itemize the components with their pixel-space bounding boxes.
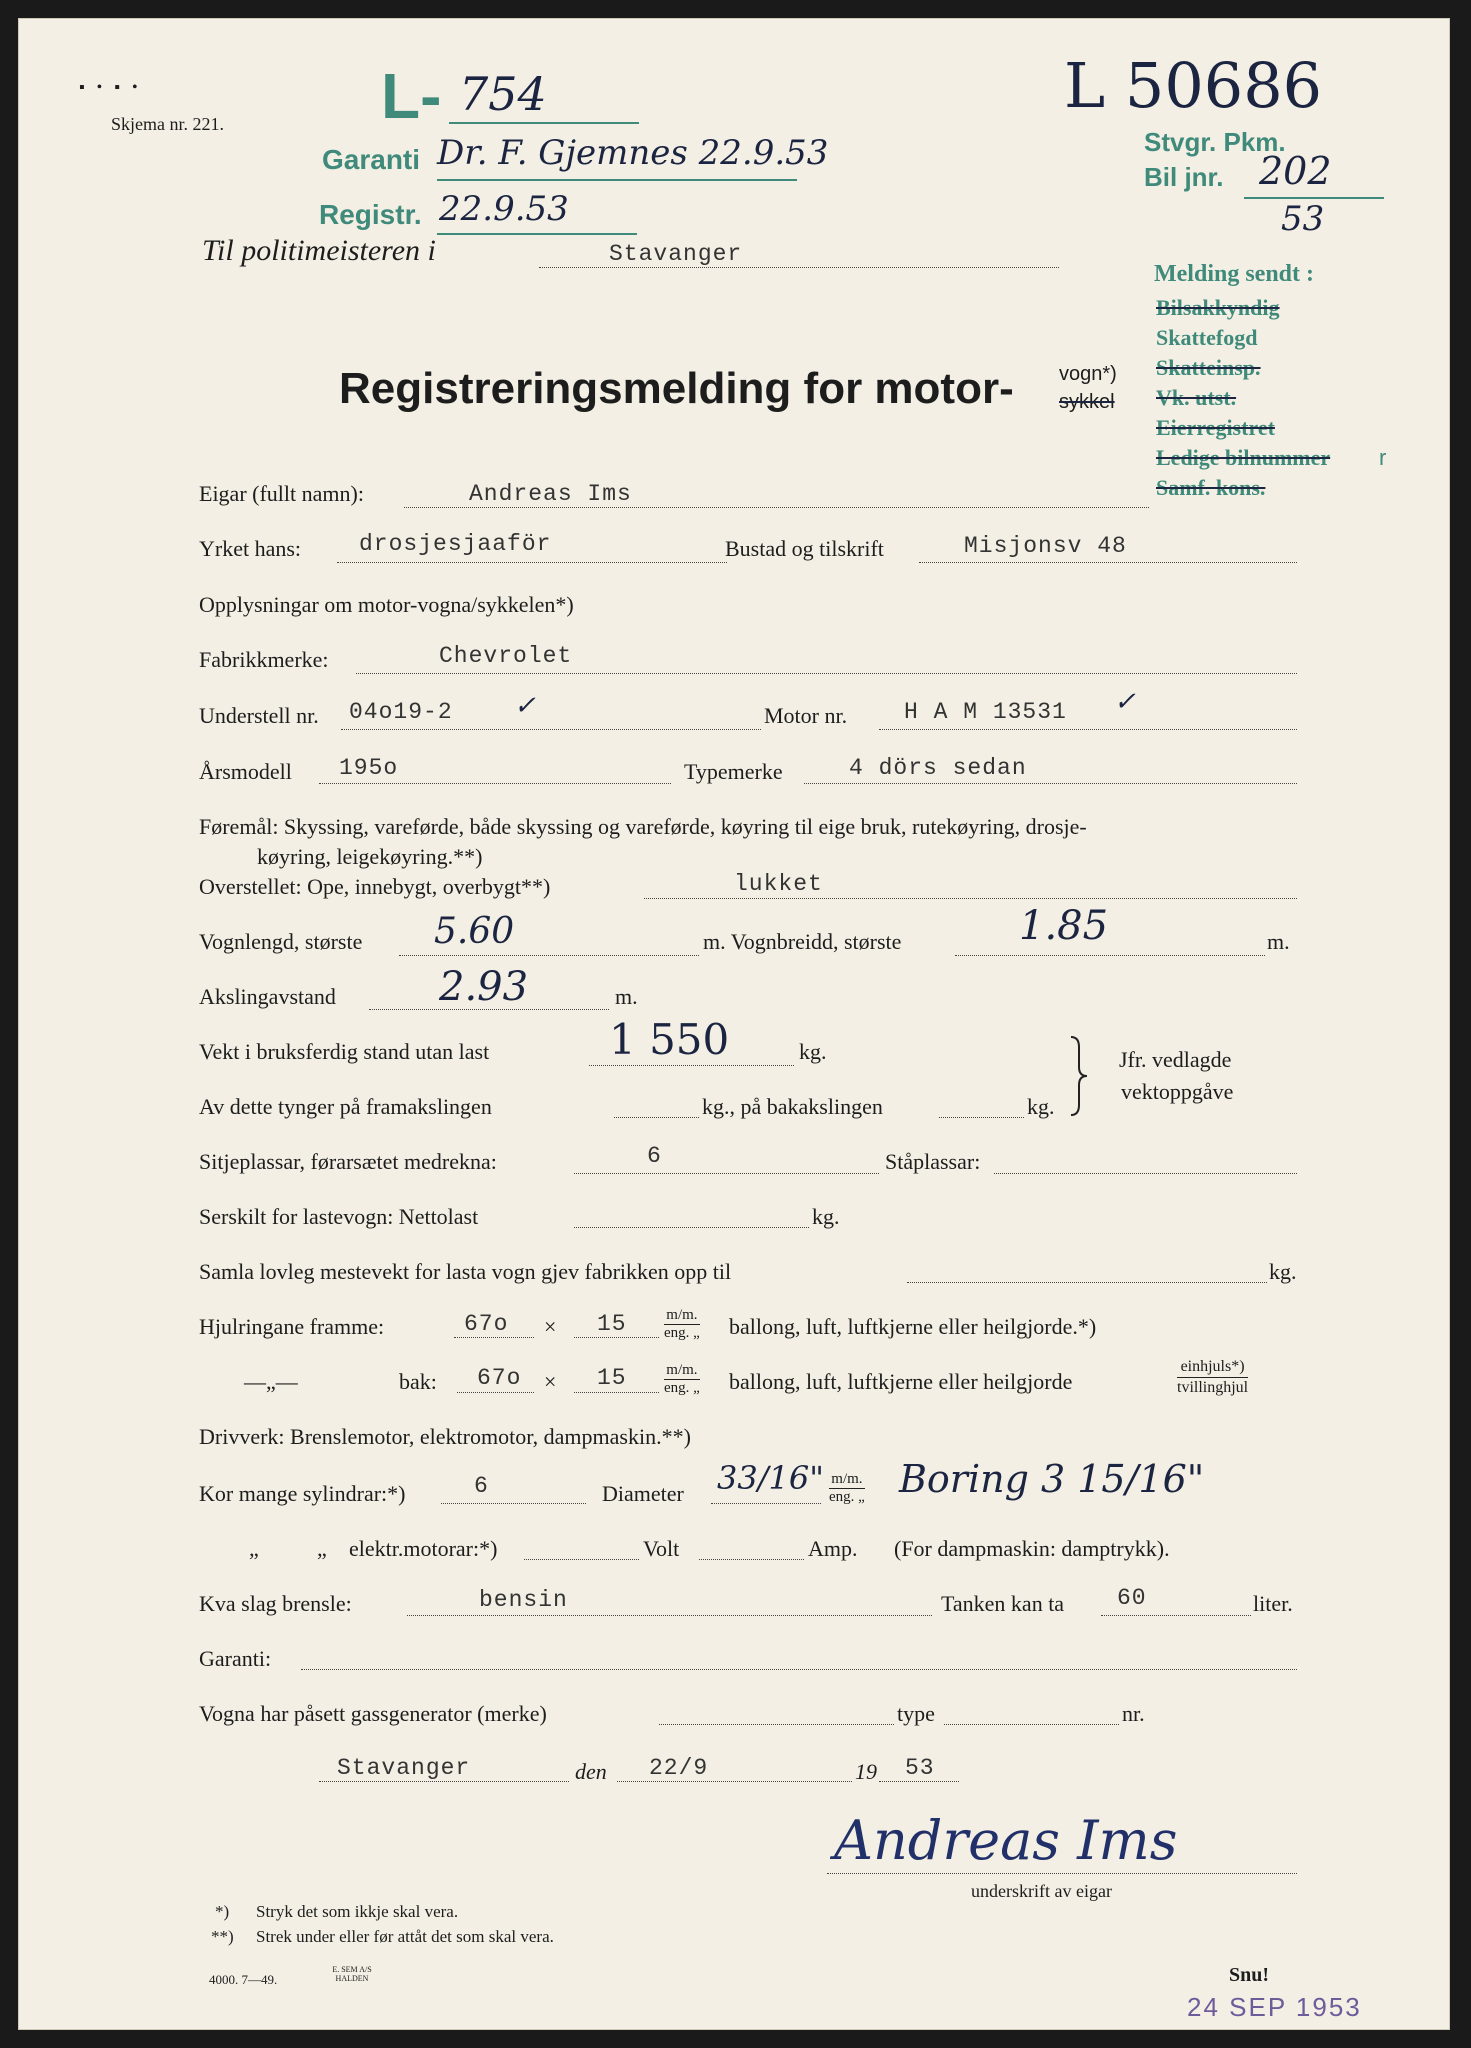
model-year-line bbox=[319, 783, 671, 784]
footnote-1-mark: *) bbox=[215, 1902, 230, 1921]
type-value: 4 dörs sedan bbox=[849, 755, 1027, 781]
stamp-l-value: 754 bbox=[459, 67, 547, 121]
make-value: Chevrolet bbox=[439, 643, 573, 669]
garanti-stamp-label: Garanti bbox=[322, 144, 421, 175]
body-label: Overstellet: Ope, innebygt, overbygt**) bbox=[199, 874, 551, 899]
recipient-label: Til politimeisteren i bbox=[202, 234, 436, 267]
front-tyres-unit bbox=[664, 1307, 700, 1342]
max-weight-unit: kg. bbox=[1269, 1259, 1297, 1284]
width-value: 1.85 bbox=[1019, 903, 1109, 949]
stamp-l-prefix: L- bbox=[381, 60, 442, 132]
rear-tyres-types: ballong, luft, luftkjerne eller heilgjorde bbox=[729, 1369, 1073, 1394]
melding-stray-mark: r bbox=[1379, 445, 1387, 470]
schema-number: Skjema nr. 221. bbox=[111, 114, 224, 134]
signature-date-line bbox=[617, 1781, 852, 1782]
signature-place: Stavanger bbox=[337, 1755, 471, 1781]
recipient-value: Stavanger bbox=[609, 241, 743, 267]
cylinders-value: 6 bbox=[474, 1473, 489, 1499]
occupation-line bbox=[337, 562, 727, 563]
front-tyres-times: × bbox=[544, 1314, 557, 1339]
bil-jnr-value: 202 bbox=[1259, 149, 1332, 193]
wheelbase-label: Akslingavstand bbox=[199, 984, 336, 1009]
fuel-value: bensin bbox=[479, 1587, 568, 1613]
body-value: lukket bbox=[734, 871, 823, 897]
owner-signature-line bbox=[827, 1873, 1297, 1874]
turn-over-note: Snu! bbox=[1229, 1964, 1270, 1986]
melding-item-skattefogd: Skattefogd bbox=[1156, 325, 1258, 350]
melding-item-vk-utst: Vk. utst. bbox=[1156, 385, 1237, 410]
signature-year-prefix: 19 bbox=[855, 1759, 877, 1784]
length-label: Vognlengd, største bbox=[199, 929, 363, 954]
registr-underline bbox=[437, 233, 637, 235]
front-tyres-width: 67o bbox=[464, 1311, 509, 1337]
rear-tyres-unit-top: m/m. bbox=[664, 1362, 700, 1380]
address-line bbox=[919, 562, 1297, 563]
gas-type-label: type bbox=[897, 1701, 935, 1726]
bore-note: Boring 3 15/16" bbox=[899, 1457, 1205, 1501]
weight-value: 1 550 bbox=[609, 1015, 730, 1064]
signature-year: 53 bbox=[905, 1755, 935, 1781]
chassis-label: Understell nr. bbox=[199, 703, 319, 728]
weight-label: Vekt i bruksferdig stand utan last bbox=[199, 1039, 490, 1064]
electric-ditto-1: „ bbox=[249, 1536, 259, 1561]
owner-line bbox=[404, 507, 1149, 508]
diameter-value: 33/16" bbox=[717, 1459, 824, 1497]
weight-reference-line-2: vektoppgåve bbox=[1121, 1079, 1234, 1104]
gas-generator-line bbox=[659, 1724, 894, 1725]
make-label: Fabrikkmerke: bbox=[199, 647, 329, 672]
rear-tyres-width: 67o bbox=[477, 1365, 522, 1391]
occupation-value: drosjesjaaför bbox=[359, 531, 552, 557]
length-line bbox=[399, 955, 699, 956]
front-tyres-unit-bottom: eng. „ bbox=[664, 1325, 700, 1341]
tank-label: Tanken kan ta bbox=[941, 1591, 1065, 1616]
print-code: 4000. 7—49. bbox=[209, 1972, 278, 1987]
make-line bbox=[356, 673, 1297, 674]
engine-value: H A M 13531 bbox=[904, 699, 1067, 725]
width-line bbox=[955, 955, 1265, 956]
garanti-stamp-value: Dr. F. Gjemnes 22.9.53 bbox=[437, 133, 829, 173]
bil-jnr-label: Bil jnr. bbox=[1144, 162, 1224, 192]
bil-jnr-year: 53 bbox=[1281, 199, 1325, 239]
guarantee-line bbox=[301, 1669, 1297, 1670]
gas-generator-label: Vogna har påsett gassgenerator (merke) bbox=[199, 1701, 547, 1726]
electric-motors-line bbox=[524, 1559, 639, 1560]
melding-item-eierregistret: Eierregistret bbox=[1156, 415, 1275, 440]
net-load-unit: kg. bbox=[812, 1204, 840, 1229]
gas-type-line bbox=[944, 1724, 1119, 1725]
rear-axle-label: kg., på bakakslingen bbox=[702, 1094, 883, 1119]
diameter-unit-bottom: eng. „ bbox=[829, 1489, 865, 1505]
weight-reference-line-1: Jfr. vedlagde bbox=[1119, 1047, 1232, 1072]
signature-date: 22/9 bbox=[649, 1755, 709, 1781]
engine-line bbox=[879, 729, 1297, 730]
front-tyres-types: ballong, luft, luftkjerne eller heilgjorde.*) bbox=[729, 1314, 1097, 1339]
model-year-value: 195o bbox=[339, 755, 399, 781]
seats-label: Sitjeplassar, førarsætet medrekna: bbox=[199, 1149, 497, 1174]
title-option-sykkel: sykkel bbox=[1059, 391, 1115, 413]
wheelbase-value: 2.93 bbox=[439, 964, 529, 1010]
front-tyres-width-line bbox=[454, 1337, 534, 1338]
melding-item-bilsakkyndig: Bilsakkyndig bbox=[1156, 295, 1280, 320]
melding-title: Melding sendt : bbox=[1154, 261, 1315, 287]
footnote-2-mark: **) bbox=[211, 1927, 234, 1946]
weight-line bbox=[589, 1065, 794, 1066]
registration-form bbox=[18, 18, 1450, 2030]
weight-brace bbox=[1065, 1035, 1089, 1117]
volt-label: Volt bbox=[643, 1536, 680, 1561]
tank-unit: liter. bbox=[1253, 1591, 1293, 1616]
fuel-line bbox=[407, 1615, 932, 1616]
front-tyres-label: Hjulringane framme: bbox=[199, 1314, 385, 1339]
engine-label: Motor nr. bbox=[764, 703, 848, 728]
front-tyres-unit-top: m/m. bbox=[664, 1307, 700, 1325]
drivetrain-label: Drivverk: Brenslemotor, elektromotor, dampmaskin.**) bbox=[199, 1424, 691, 1449]
rear-tyres-label: bak: bbox=[399, 1369, 437, 1394]
printer-mark: E. SEM A/S HALDEN bbox=[332, 1965, 372, 1983]
garanti-underline bbox=[437, 179, 797, 181]
owner-signature-label: underskrift av eigar bbox=[971, 1881, 1112, 1901]
type-label: Typemerke bbox=[684, 759, 783, 784]
front-axle-line bbox=[614, 1117, 699, 1118]
melding-item-samf-kons: Samf. kons. bbox=[1156, 475, 1266, 500]
received-date-stamp: 24 SEP 1953 bbox=[1187, 1992, 1362, 2022]
max-weight-line bbox=[907, 1282, 1267, 1283]
chassis-line bbox=[341, 729, 761, 730]
recipient-line bbox=[539, 267, 1059, 268]
wheel-config bbox=[1177, 1357, 1248, 1398]
rear-tyres-rim-line bbox=[574, 1392, 659, 1393]
diameter-line bbox=[711, 1503, 821, 1504]
standing-line bbox=[994, 1173, 1297, 1174]
wheel-config-single: einhjuls*) bbox=[1177, 1357, 1248, 1378]
chassis-check-icon: ✓ bbox=[514, 691, 536, 721]
cylinders-line bbox=[441, 1503, 586, 1504]
length-value: 5.60 bbox=[434, 911, 515, 952]
seats-line bbox=[574, 1173, 879, 1174]
top-right-number: L 50686 bbox=[1064, 49, 1323, 122]
chassis-value: 04o19-2 bbox=[349, 699, 453, 725]
rear-axle-unit: kg. bbox=[1027, 1094, 1055, 1119]
rear-axle-line bbox=[939, 1117, 1024, 1118]
owner-label: Eigar (fullt namn): bbox=[199, 481, 364, 506]
width-label: m. Vognbreidd, største bbox=[703, 929, 902, 954]
electric-motors-label: elektr.motorar:*) bbox=[349, 1536, 498, 1561]
footnote-2: Strek under eller før attåt det som skal vera. bbox=[256, 1927, 554, 1946]
cylinders-label: Kor mange sylindrar:*) bbox=[199, 1481, 406, 1506]
stvgr-pkm-stamp: Stvgr. Pkm. bbox=[1144, 127, 1286, 157]
signature-place-line bbox=[319, 1781, 569, 1782]
fuel-label: Kva slag brensle: bbox=[199, 1591, 352, 1616]
address-value: Misjonsv 48 bbox=[964, 533, 1127, 559]
net-load-line bbox=[574, 1227, 809, 1228]
purpose-line-1: Føremål: Skyssing, vareførde, både skyssing og vareførde, køyring til eige bruk, rutekøyring, drosje- bbox=[199, 814, 1087, 839]
rear-tyres-width-line bbox=[457, 1392, 534, 1393]
type-line bbox=[804, 783, 1297, 784]
max-weight-label: Samla lovleg mestevekt for lasta vogn gjev fabrikken opp til bbox=[199, 1259, 732, 1284]
steam-pressure-label: (For dampmaskin: damptrykk). bbox=[894, 1536, 1170, 1561]
title-option-vogn: vogn*) bbox=[1059, 363, 1117, 385]
amp-label: Amp. bbox=[808, 1536, 858, 1561]
guarantee-label: Garanti: bbox=[199, 1646, 272, 1671]
model-year-label: Årsmodell bbox=[199, 759, 292, 784]
engine-check-icon: ✓ bbox=[1114, 687, 1136, 717]
wheel-config-twin: tvillinghjul bbox=[1177, 1379, 1249, 1396]
width-unit: m. bbox=[1267, 929, 1290, 954]
electric-ditto-2: „ bbox=[317, 1536, 327, 1561]
stamp-l-underline bbox=[449, 122, 639, 124]
signature-den-label: den bbox=[575, 1759, 607, 1784]
registr-stamp-value: 22.9.53 bbox=[439, 189, 569, 229]
rear-tyres-unit bbox=[664, 1362, 700, 1397]
front-tyres-rim-line bbox=[574, 1337, 659, 1338]
rear-tyres-ditto: —„— bbox=[244, 1369, 298, 1394]
signature-year-line bbox=[879, 1781, 959, 1782]
occupation-label: Yrket hans: bbox=[199, 536, 302, 561]
volt-line bbox=[699, 1559, 804, 1560]
weight-unit: kg. bbox=[799, 1039, 827, 1064]
form-title: Registreringsmelding for motor- bbox=[339, 364, 1014, 413]
footnote-1: Stryk det som ikkje skal vera. bbox=[256, 1902, 459, 1921]
rear-tyres-rim: 15 bbox=[597, 1365, 627, 1391]
seats-value: 6 bbox=[647, 1143, 662, 1169]
corner-dots: ▪ • ▪ • bbox=[79, 79, 142, 96]
standing-label: Ståplassar: bbox=[885, 1149, 981, 1174]
diameter-unit-top: m/m. bbox=[829, 1471, 865, 1489]
body-line bbox=[644, 898, 1297, 899]
vehicle-info-heading: Opplysningar om motor-vogna/sykkelen*) bbox=[199, 592, 574, 617]
front-tyres-rim: 15 bbox=[597, 1311, 627, 1337]
gas-nr-label: nr. bbox=[1122, 1701, 1145, 1726]
rear-tyres-unit-bottom: eng. „ bbox=[664, 1380, 700, 1396]
melding-item-skatteinsp: Skatteinsp. bbox=[1156, 355, 1261, 380]
tank-value: 60 bbox=[1117, 1585, 1147, 1611]
wheelbase-unit: m. bbox=[615, 984, 638, 1009]
diameter-label: Diameter bbox=[602, 1481, 684, 1506]
purpose-line-2: køyring, leigekøyring.**) bbox=[257, 844, 483, 869]
front-axle-label: Av dette tynger på framakslingen bbox=[199, 1094, 492, 1119]
rear-tyres-times: × bbox=[544, 1369, 557, 1394]
wheelbase-line bbox=[369, 1009, 609, 1010]
diameter-unit bbox=[829, 1471, 865, 1506]
melding-item-ledige-bilnummer: Ledige bilnummer bbox=[1156, 445, 1331, 470]
registr-stamp-label: Registr. bbox=[319, 199, 422, 230]
owner-signature: Andreas Ims bbox=[834, 1809, 1178, 1872]
owner-value: Andreas Ims bbox=[469, 481, 632, 507]
net-load-label: Serskilt for lastevogn: Nettolast bbox=[199, 1204, 479, 1229]
address-label: Bustad og tilskrift bbox=[725, 536, 884, 561]
tank-line bbox=[1101, 1615, 1251, 1616]
